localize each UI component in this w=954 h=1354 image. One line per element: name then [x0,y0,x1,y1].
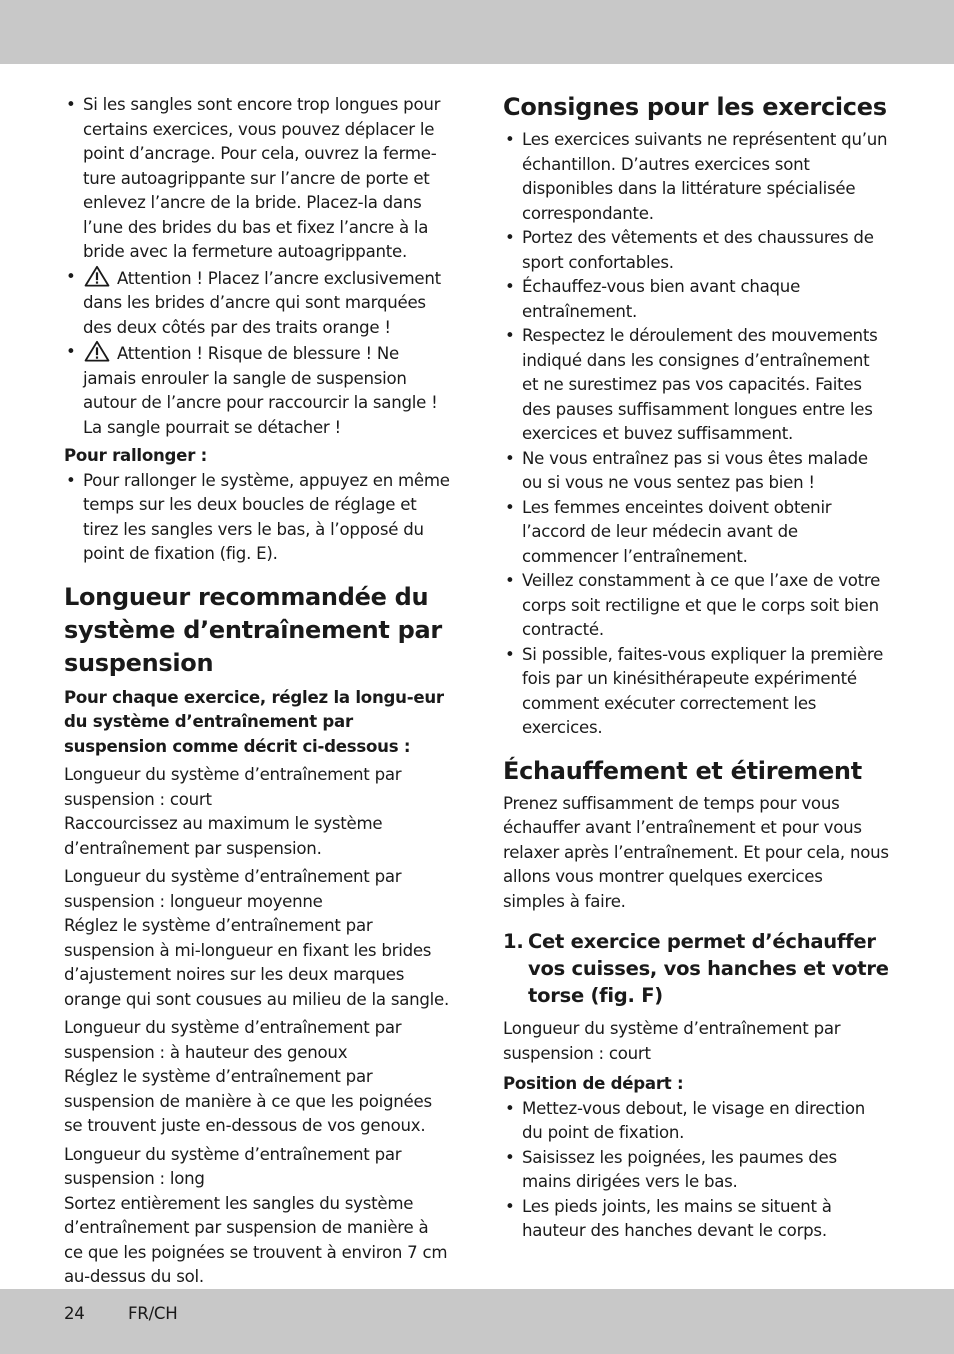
list-item: • Veillez constamment à ce que l’axe de votre corps soit rectiligne et que le corps soit bien contracté. [503,569,889,643]
length-text: Réglez le système d’entraînement par suspension à mi-longueur en fixant les brides d’ajustement noires sur les deux marques orange qui sont cousues au milieu de la sangle. [64,916,450,1009]
length-label: Longueur du système d’entraînement par suspension : longueur moyenne [64,867,402,911]
list-item: • Les exercices suivants ne représentent qu’un échantillon. D’autres exercices sont disponibles dans la littérature spécialisée correspondante. [503,128,889,226]
page-number: 24 [64,1304,85,1323]
length-text: Raccourcissez au maximum le système d’entraînement par suspension. [64,814,383,858]
section-intro: Pour chaque exercice, réglez la longu-eur du système d’entraînement par suspension comme décrit ci-dessous : [64,687,444,756]
list-item: • Portez des vêtements et des chaussures de sport confortables. [503,226,889,275]
list-item: • Mettez-vous debout, le visage en direction du point de fixation. [503,1097,889,1146]
section-title-warmup: Échauffement et étirement [503,756,862,785]
list-item: • Les femmes enceintes doivent obtenir l’accord de leur médecin avant de commencer l’entraînement. [503,496,889,570]
length-label: Longueur du système d’entraînement par suspension : long [64,1144,402,1188]
list-item: • Si possible, faites-vous expliquer la première fois par un kinésithérapeute expérimenté comment exécuter correctement les exercices. [503,643,889,741]
length-label: Longueur du système d’entraînement par suspension : à hauteur des genoux [64,1018,402,1062]
length-label: Longueur du système d’entraînement par suspension : court [64,765,402,809]
list-item: • Les pieds joints, les mains se situent à hauteur des hanches devant le corps. [503,1195,889,1244]
bullet-text: Attention ! Risque de blessure ! Ne jamais enrouler la sangle de suspension autour de l’ancre pour raccourcir la sangle ! La sangle pourrait se détacher ! [83,344,438,437]
exercise-length: Longueur du système d’entraînement par suspension : court [503,1019,841,1063]
locale-label: FR/CH [128,1304,178,1323]
list-item: • Échauffez-vous bien avant chaque entraînement. [503,275,889,324]
exercise-title-text: Cet exercice permet d’échauffer vos cuisses, vos hanches et votre torse (fig. F) [528,930,889,1007]
consignes-list [503,128,889,741]
list-item [64,265,452,341]
list-item: • Ne vous entraînez pas si vous êtes malade ou si vous ne vous sentez pas bien ! [503,447,889,496]
list-item: • Saisissez les poignées, les paumes des mains dirigées vers le bas. [503,1146,889,1195]
exercise-title [503,928,889,1009]
start-position-heading: Position de départ : [503,1074,684,1093]
intro-bullet-list [64,93,452,440]
list-item [64,340,452,440]
start-position-list [503,1097,889,1244]
length-group [64,763,452,861]
length-text: Réglez le système d’entraînement par suspension de manière à ce que les poignées se trouvent juste en-dessous de vos genoux. [64,1067,432,1135]
length-text: Sortez entièrement les sangles du système d’entraînement par suspension de manière à ce que les poignées se trouvent à environ 7 cm au-dessus du sol. [64,1193,448,1286]
bullet-text: Pour rallonger le système, appuyez en même temps sur les deux boucles de réglage et tirez les sangles vers le bas, à l’opposé du point de fixation (fig. E). [83,470,450,563]
length-group [64,865,452,1012]
left-column [64,93,452,1290]
extend-heading: Pour rallonger : [64,446,208,465]
bullet-text: Si les sangles sont encore trop longues pour certains exercices, vous pouvez déplacer le point d’ancrage. Pour cela, ouvrez la ferme-ture autoagrippante sur l’ancre de porte et enlevez l’ancre de la bride. Placez-la dans l’une des brides du bas et fixez l’ancre à la bride avec la fermeture autoagrippante. [83,95,441,261]
list-item [64,469,452,567]
extend-bullet-list [64,469,452,567]
warmup-text: Prenez suffisamment de temps pour vous échauffer avant l’entraînement et pour vous relaxer après l’entraînement. Et pour cela, nous allons vous montrer quelques exercices simples à faire. [503,793,889,911]
exercise-number: 1. [503,930,524,953]
length-group [64,1143,452,1290]
section-title-length: Longueur recommandée du système d’entraînement par suspension [64,582,442,677]
list-item: • Respectez le déroulement des mouvements indiqué dans les consignes d’entraînement et ne surestimez pas vos capacités. Faites des pauses suffisamment longues entre les exercices et buvez suffisamment. [503,324,889,447]
warning-triangle-icon [83,340,111,362]
header-bar [0,0,954,64]
bullet-text: Attention ! Placez l’ancre exclusivement dans les brides d’ancre qui sont marquées des deux côtés par des traits orange ! [83,268,441,337]
section-title-consignes: Consignes pour les exercices [503,93,887,121]
list-item [64,93,452,265]
warning-triangle-icon [83,265,111,287]
length-group [64,1016,452,1139]
right-column [503,91,889,1244]
